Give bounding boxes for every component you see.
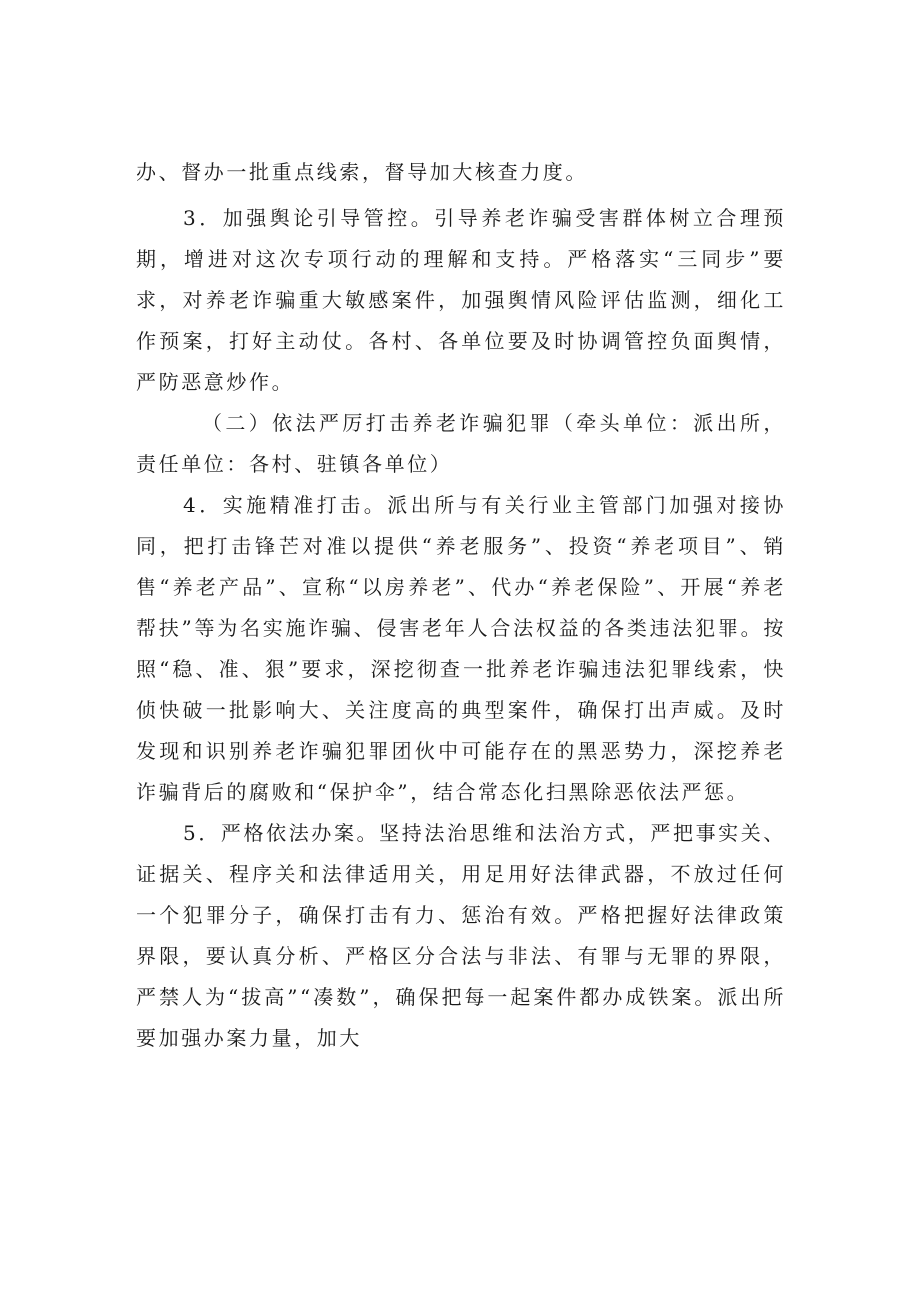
paragraph-item-5: 5．严格依法办案。坚持法治思维和法治方式，严把事实关、证据关、程序关和法律适用关，用足用好法律武器，不放过任何一个犯罪分子，确保打击有力、惩治有效。严格把握好法律政策界限，要认真分析、严格区分合法与非法、有罪与无罪的界限，严禁人为“拔高”“凑数”，确保把每一起案件都办成铁案。派出所要加强办案力量，加大 <box>136 821 786 1050</box>
document-body <box>136 152 786 1059</box>
section-heading-2: （二）依法严厉打击养老诈骗犯罪（牵头单位：派出所，责任单位：各村、驻镇各单位） <box>136 411 786 476</box>
paragraph-continuation: 办、督办一批重点线索，督导加大核查力度。 <box>136 160 588 184</box>
paragraph-item-3: 3．加强舆论引导管控。引导养老诈骗受害群体树立合理预期，增进对这次专项行动的理解和支持。严格落实“三同步”要求，对养老诈骗重大敏感案件，加强舆情风险评估监测，细化工作预案，打好主动仗。各村、各单位要及时协调管控负面舆情，严防恶意炒作。 <box>136 206 786 394</box>
paragraph-item-4: 4．实施精准打击。派出所与有关行业主管部门加强对接协同，把打击锋芒对准以提供“养老服务”、投资“养老项目”、销售“养老产品”、宣称“以房养老”、代办“养老保险”、开展“养老帮扶”等为名实施诈骗、侵害老年人合法权益的各类违法犯罪。按照“稳、准、狠”要求，深挖彻查一批养老诈骗违法犯罪线索，快侦快破一批影响大、关注度高的典型案件，确保打出声威。及时发现和识别养老诈骗犯罪团伙中可能存在的黑恶势力，深挖养老诈骗背后的腐败和“保护伞”，结合常态化扫黑除恶依法严惩。 <box>136 493 786 804</box>
